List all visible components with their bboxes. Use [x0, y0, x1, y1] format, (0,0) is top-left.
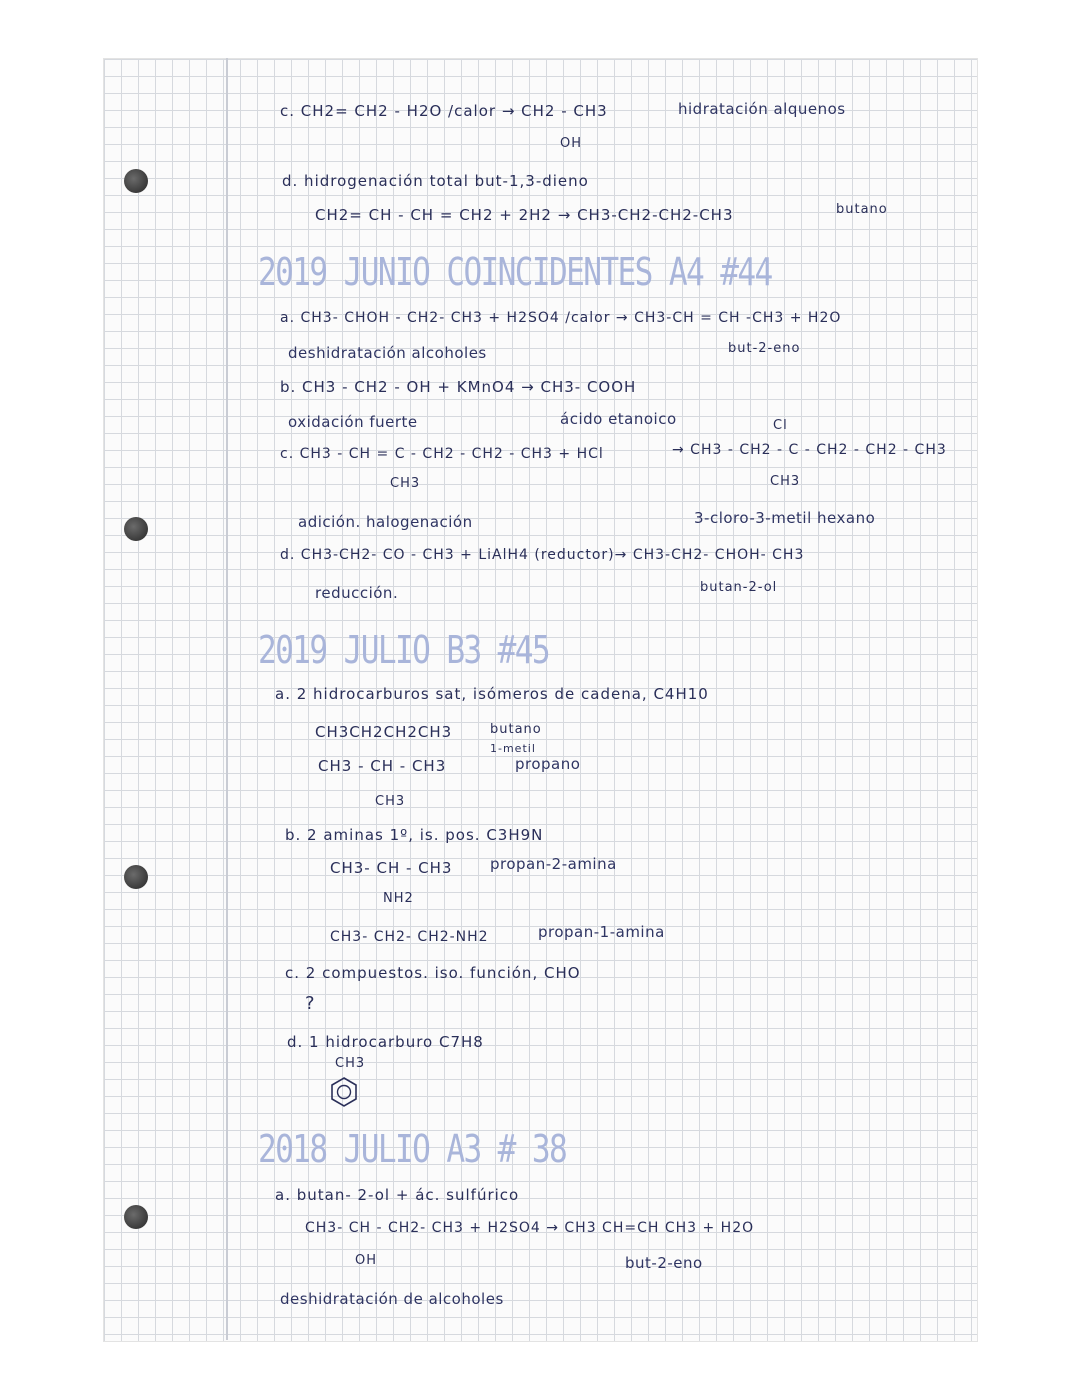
reaction-c-right-ch3: CH3 [770, 474, 801, 489]
binder-hole [124, 517, 148, 541]
reaction-d-intro: d. hidrogenación total but-1,3-dieno [282, 172, 589, 190]
isomer-b-formula-2: CH3- CH2- CH2-NH2 [330, 929, 489, 945]
isomer-d-sub: CH3 [335, 1056, 366, 1071]
isomer-a-sub: CH3 [375, 794, 406, 809]
reaction-c-cl: Cl [773, 418, 788, 433]
reaction-2018-product: but-2-eno [625, 1254, 703, 1272]
binder-hole [124, 865, 148, 889]
reaction-c-equation: c. CH2= CH2 - H2O /calor → CH2 - CH3 [280, 102, 608, 120]
isomer-b-name-2: propan-1-amina [538, 923, 665, 941]
isomer-b-name-1: propan-2-amina [490, 855, 617, 873]
reaction-b-equation: b. CH3 - CH2 - OH + KMnO4 → CH3- COOH [280, 378, 637, 396]
reaction-c-left-ch3: CH3 [390, 476, 421, 491]
reaction-c-note: hidratación alquenos [678, 100, 846, 118]
benzene-ring-icon [328, 1076, 360, 1108]
reaction-2018-note: deshidratación de alcoholes [280, 1290, 504, 1308]
isomer-d-intro: d. 1 hidrocarburo C7H8 [287, 1033, 484, 1051]
binder-hole [124, 1205, 148, 1229]
reaction-c-note-2: adición. halogenación [298, 513, 473, 531]
isomer-a-intro: a. 2 hidrocarburos sat, isómeros de cadena, C4H10 [275, 685, 709, 703]
section-heading: 2018 JULIO A3 # 38 [258, 1127, 567, 1171]
section-heading: 2019 JULIO B3 #45 [258, 628, 550, 672]
reaction-c-left: c. CH3 - CH = C - CH2 - CH2 - CH3 + HCl [280, 446, 604, 462]
isomer-b-sub: NH2 [383, 891, 414, 906]
reaction-c-oh: OH [560, 136, 583, 151]
reaction-d-note-2: reducción. [315, 584, 399, 602]
isomer-b-intro: b. 2 aminas 1º, is. pos. C3H9N [285, 826, 544, 844]
margin-line [226, 58, 228, 1340]
reaction-2018-intro: a. butan- 2-ol + ác. sulfúrico [275, 1186, 520, 1204]
reaction-b-note: oxidación fuerte [288, 413, 418, 431]
reaction-c-product: 3-cloro-3-metil hexano [694, 509, 876, 527]
isomer-a-name-1: butano [490, 722, 542, 737]
reaction-c-right: → CH3 - CH2 - C - CH2 - CH2 - CH3 [672, 442, 947, 458]
reaction-d-equation-2: d. CH3-CH2- CO - CH3 + LiAlH4 (reductor)→ CH3-CH2- CHOH- CH3 [280, 547, 805, 563]
isomer-a-name-2: propano [515, 755, 581, 773]
isomer-c-question: ? [305, 993, 316, 1014]
reaction-d-equation: CH2= CH - CH = CH2 + 2H2 → CH3-CH2-CH2-CH3 [315, 206, 734, 224]
isomer-a-formula-2: CH3 - CH - CH3 [318, 757, 447, 775]
isomer-b-formula-1: CH3- CH - CH3 [330, 859, 453, 877]
reaction-b-product: ácido etanoico [560, 410, 677, 428]
isomer-a-note: 1-metil [490, 742, 536, 755]
reaction-d-note: butano [836, 202, 888, 217]
section-heading: 2019 JUNIO COINCIDENTES A4 #44 [258, 250, 772, 294]
reaction-a-note: deshidratación alcoholes [288, 344, 487, 362]
binder-hole [124, 169, 148, 193]
reaction-a-product: but-2-eno [728, 341, 801, 356]
reaction-d-product: butan-2-ol [700, 580, 778, 595]
reaction-a-equation: a. CH3- CHOH - CH2- CH3 + H2SO4 /calor → CH3-CH = CH -CH3 + H2O [280, 310, 842, 326]
reaction-2018-oh: OH [355, 1253, 378, 1268]
isomer-c-intro: c. 2 compuestos. iso. función, CHO [285, 964, 581, 982]
reaction-2018-equation: CH3- CH - CH2- CH3 + H2SO4 → CH3 CH=CH CH3 + H2O [305, 1220, 755, 1236]
isomer-a-formula-1: CH3CH2CH2CH3 [315, 723, 453, 741]
